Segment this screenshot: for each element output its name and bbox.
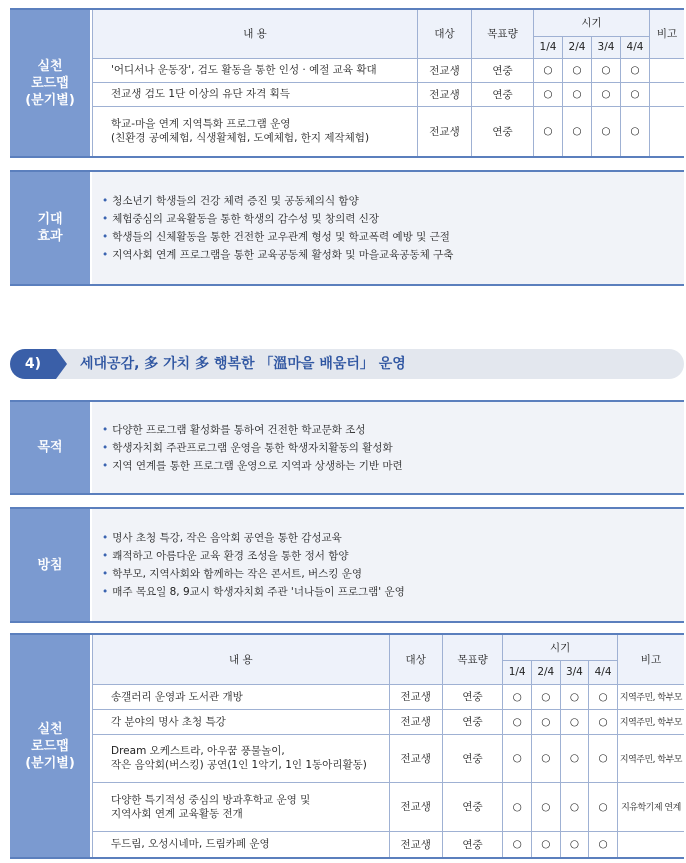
list-item: • 지역 연계를 통한 프로그램 운영으로 지역과 상생하는 기반 마련 [102,459,403,472]
table-row: Dream 오케스트라, 아우꿈 풍물놀이, 작은 음악회(버스킹) 공연(1인 1악기, 1인 1동아리활동) 전교생 연중 ○ ○ ○ ○ 지역주민, 학부모 [93,734,685,782]
table-row: '어디서나 운동장', 검도 활동을 통한 인성 · 예절 교육 확대 전교생 연중 ○ ○ ○ ○ [93,58,685,82]
table-row: 학교-마을 연계 지역특화 프로그램 운영 (친환경 공예체험, 식생활체험, 도예체험, 한지 제작체험) 전교생 연중 ○ ○ ○ ○ [93,106,685,156]
expected-effects-label: 기대 효과 [10,172,90,284]
list-item: • 매주 목요일 8, 9교시 학생자치회 주관 '너나들이 프로그램' 운영 [102,586,405,598]
roadmap-label-2: 실천 로드맵 (분기별) [10,635,90,857]
list-item: • 다양한 프로그램 활성화를 통하여 건전한 학교문화 조성 [102,423,366,436]
table-row: 송갤러리 운영과 도서관 개방 전교생 연중 ○ ○ ○ ○ 지역주민, 학부모 [93,684,685,709]
table-row: 두드림, 오성시네마, 드림카페 운영 전교생 연중 ○ ○ ○ ○ [93,831,685,857]
roadmap-grid-2 [92,635,684,857]
roadmap-label-1: 실천 로드맵 (분기별) [10,10,90,156]
table-row: 각 분야의 명사 초청 특강 전교생 연중 ○ ○ ○ ○ 지역주민, 학부모 [93,709,685,734]
list-item: • 학부모, 지역사회와 함께하는 작은 콘서트, 버스킹 운영 [102,568,363,580]
roadmap-grid-1 [92,10,684,156]
list-item: • 지역사회 연계 프로그램을 통한 교육공동체 활성화 및 마을교육공동체 구축 [102,249,454,261]
header-note: 비고 [617,635,684,684]
roadmap-table-1 [10,8,684,158]
header-q4: 4/4 [589,660,618,684]
arrow-icon [56,349,67,379]
section-number: 4) [10,349,56,379]
header-q1: 1/4 [503,660,532,684]
list-item: • 쾌적하고 아름다운 교육 환경 조성을 통한 정서 함양 [102,550,349,562]
header-goal: 목표량 [472,10,534,58]
header-target: 대상 [418,10,472,58]
purpose-label: 목적 [10,402,90,493]
header-note: 비고 [650,10,685,58]
list-item: • 명사 초청 특강, 작은 음악회 공연을 통한 감성교육 [102,532,342,544]
roadmap-table-2 [10,633,684,859]
header-period: 시기 [503,635,618,660]
header-q2: 2/4 [531,660,560,684]
policy-label: 방침 [10,509,90,621]
header-q4: 4/4 [621,36,650,58]
expected-effects-box [10,170,684,286]
policy-box [10,507,684,623]
section-title: 세대공감, 多 가치 多 행복한 「溫마을 배움터」 운영 [80,356,406,372]
expected-effects-list [92,172,684,284]
purpose-list [92,402,684,493]
header-goal: 목표량 [442,635,503,684]
list-item: • 청소년기 학생들의 건강 체력 증진 및 공동체의식 함양 [102,195,359,207]
header-q2: 2/4 [563,36,592,58]
list-item: • 체험중심의 교육활동을 통한 학생의 감수성 및 창의력 신장 [102,213,379,225]
header-period: 시기 [534,10,650,36]
list-item: • 학생들의 신체활동을 통한 건전한 교우관계 형성 및 학교폭력 예방 및 근절 [102,231,450,243]
table-row: 다양한 특기적성 중심의 방과후학교 운영 및 지역사회 연계 교육활동 전개 전교생 연중 ○ ○ ○ ○ 지유학기제 연계 [93,782,685,831]
header-content: 내 용 [93,635,390,684]
list-item: • 학생자치회 주관프로그램 운영을 통한 학생자치활동의 활성화 [102,441,393,454]
purpose-box [10,400,684,495]
table-row: 전교생 검도 1단 이상의 유단 자격 획득 전교생 연중 ○ ○ ○ ○ [93,82,685,106]
header-target: 대상 [389,635,442,684]
header-q1: 1/4 [534,36,563,58]
section-banner [10,349,684,379]
header-q3: 3/4 [592,36,621,58]
header-q3: 3/4 [560,660,589,684]
policy-list [92,509,684,621]
header-content: 내 용 [93,10,418,58]
